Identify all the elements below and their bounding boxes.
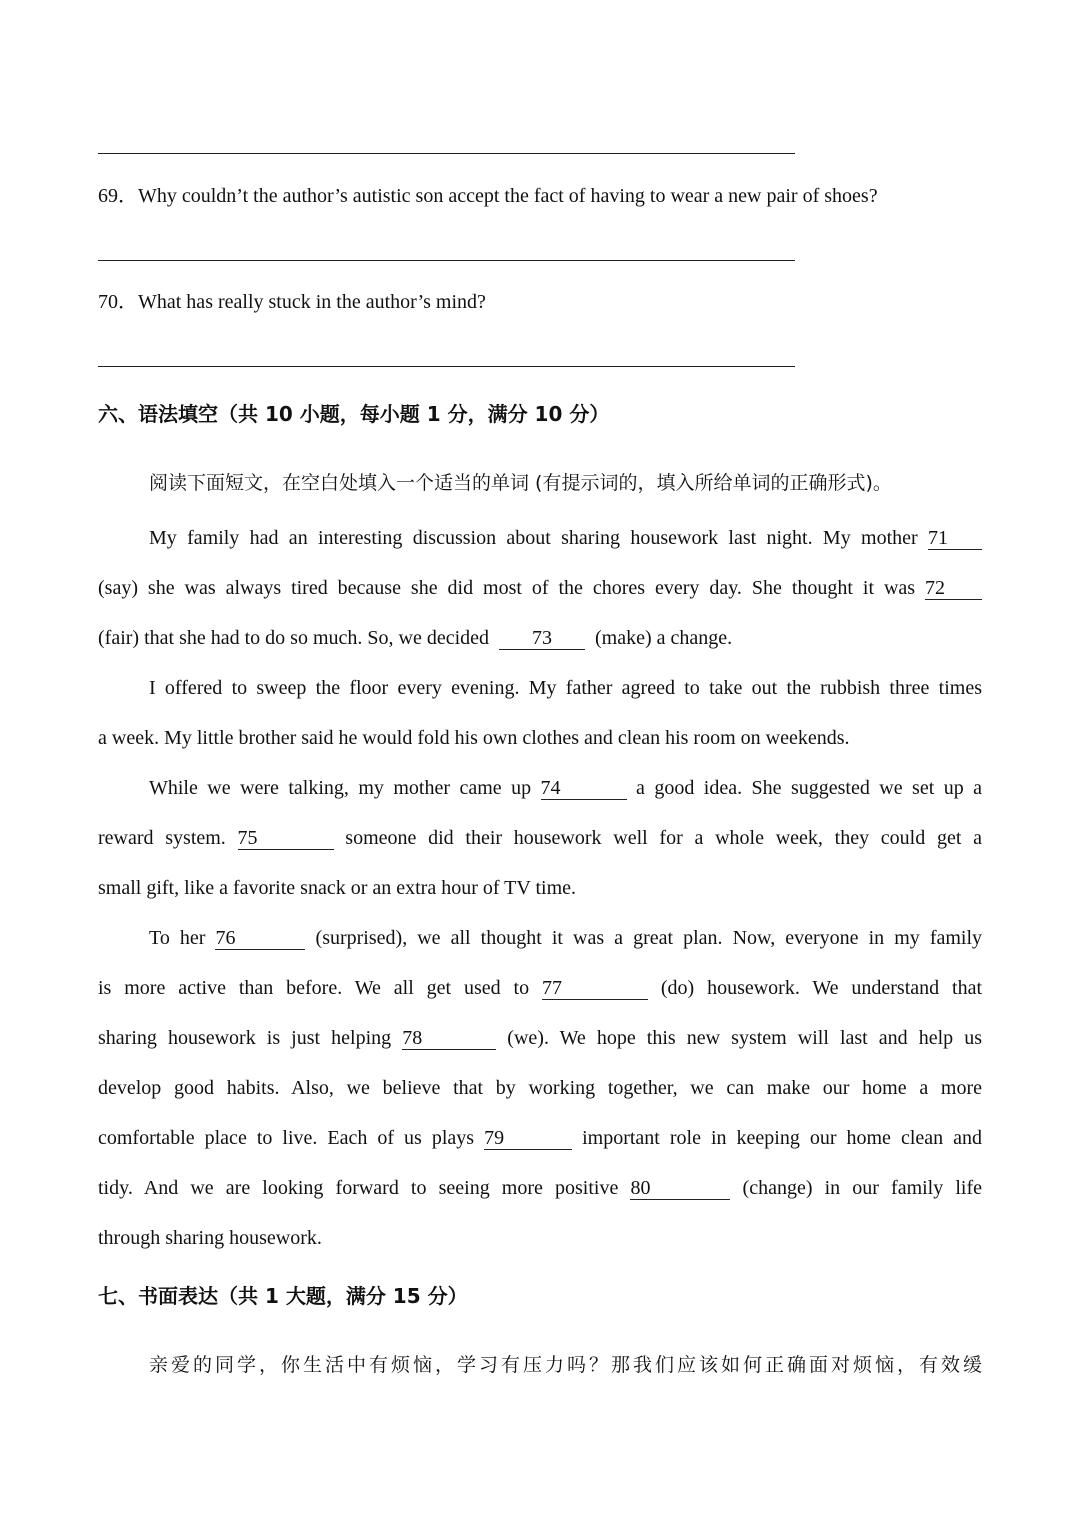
blank-75[interactable]: 75 [238,827,334,850]
blank-74[interactable]: 74 [541,777,627,800]
passage-line: While we were talking, my mother came up 74 a good idea. She suggested we set up a [149,777,983,799]
answer-line-69[interactable] [98,260,795,261]
blank-73[interactable]: 73 [499,627,585,650]
question-text: Why couldn’t the author’s autistic son accept the fact of having to wear a new pair of shoes? [138,185,878,207]
blank-71[interactable]: 71 [928,527,982,550]
passage-line: a week. My little brother said he would fold his own clothes and clean his room on weekends. [98,727,850,749]
passage-line: (fair) that she had to do so much. So, we decided 73 (make) a change. [98,627,733,649]
passage-line: sharing housework is just helping 78 (we). We hope this new system will last and help us [98,1027,983,1049]
passage-line: tidy. And we are looking forward to seeing more positive 80 (change) in our family life [98,1177,982,1199]
passage-line: My family had an interesting discussion about sharing housework last night. My mother 71 [149,525,982,551]
blank-72[interactable]: 72 [925,577,982,600]
question-69 [98,183,982,209]
passage-line: is more active than before. We all get used to 77 (do) housework. We understand that [98,977,983,999]
passage-line: (say) she was always tired because she did most of the chores every day. She thought it was 72 [98,575,982,601]
passage-line: develop good habits. Also, we believe that by working together, we can make our home a more [98,1077,982,1099]
passage-line: comfortable place to live. Each of us plays 79 important role in keeping our home clean and [98,1127,983,1149]
passage-line: through sharing housework. [98,1227,322,1249]
answer-line-70[interactable] [98,366,795,367]
section-6-instruction: 阅读下面短文，在空白处填入一个适当的单词 (有提示词的，填入所给单词的正确形式)。 [149,472,892,494]
blank-80[interactable]: 80 [630,1177,730,1200]
blank-79[interactable]: 79 [484,1127,572,1150]
passage-line: reward system. 75 someone did their housework well for a whole week, they could get a [98,827,983,849]
passage-line: I offered to sweep the floor every evening. My father agreed to take out the rubbish three times [149,677,982,699]
answer-line-68[interactable] [98,153,795,154]
question-number: 70． [98,291,138,313]
question-70 [98,289,982,315]
question-text: What has really stuck in the author’s mind? [138,291,486,313]
passage-line: small gift, like a favorite snack or an extra hour of TV time. [98,877,577,899]
section-7-prompt: 亲爱的同学，你生活中有烦恼，学习有压力吗？那我们应该如何正确面对烦恼，有效缓 [149,1354,982,1376]
passage-line: To her 76 (surprised), we all thought it was a great plan. Now, everyone in my family [149,927,983,949]
section-6-heading: 六、语法填空（共 10 小题，每小题 1 分，满分 10 分） [98,402,610,426]
section-7-heading: 七、书面表达（共 1 大题，满分 15 分） [98,1284,468,1308]
blank-76[interactable]: 76 [215,927,305,950]
question-number: 69． [98,185,138,207]
blank-78[interactable]: 78 [402,1027,496,1050]
blank-77[interactable]: 77 [542,977,648,1000]
